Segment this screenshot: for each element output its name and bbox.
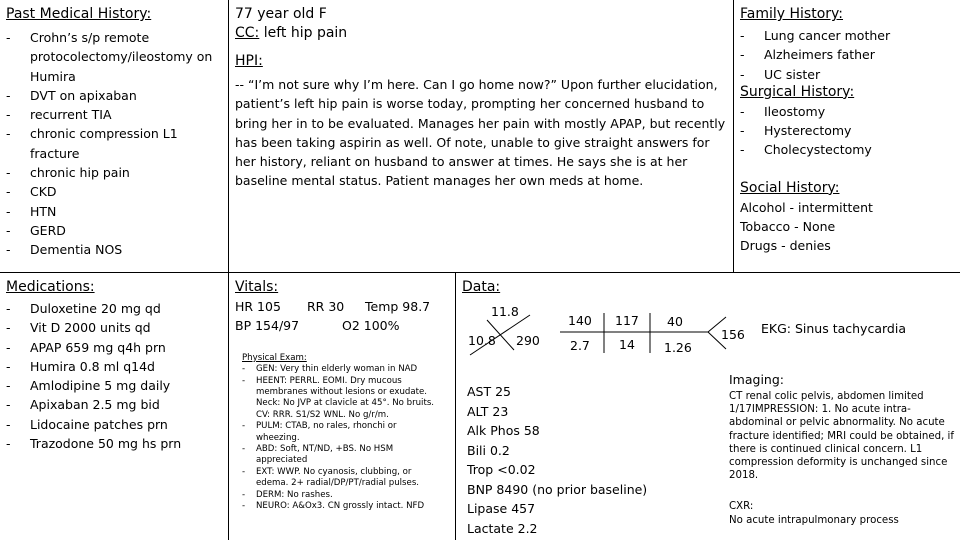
cbc-wbc: 10.8	[468, 333, 496, 348]
cbc-hgb: 11.8	[491, 304, 519, 319]
imaging-cxr: No acute intrapulmonary process	[729, 514, 899, 526]
exam-item: - HEENT: PERRL. EOMI. Dry mucous membranes without lesions or exudate. Neck: No JVP at clavicle at 45°. No bruits. CV: RRR. S1/S2 WNL. No g/r/m.	[242, 376, 442, 422]
lab-item: Trop <0.02	[467, 462, 536, 477]
hpi-title: HPI:	[235, 53, 263, 69]
bmp-k: 2.7	[570, 338, 590, 353]
divider-h1	[0, 272, 960, 273]
med-item: - Duloxetine 20 mg qd	[6, 299, 220, 318]
vital-hr: HR 105	[235, 299, 281, 314]
med-item: - Lidocaine patches prn	[6, 415, 220, 434]
history-section	[740, 6, 955, 256]
cbc-plt: 290	[516, 333, 540, 348]
social-list	[740, 198, 955, 256]
meds-title: Medications:	[6, 279, 95, 295]
bmp-cr: 1.26	[664, 340, 692, 355]
labs-list	[467, 382, 707, 538]
lab-item: Alk Phos 58	[467, 423, 540, 438]
hpi-text: -- “I’m not sure why I’m here. Can I go home now?” Upon further elucidation, patient’s left hip pain is worse today, prompting her concerned husband to bring her in to be evaluated. Manages her pain with mostly APAP, but recently has been taking aspirin as well. Of note, unable to give straight answers for her history, reliant on husband to answer at times. He says she is at her baseline mental status. Patient manages her own meds at home.	[235, 77, 726, 189]
social-item: Drugs - denies	[740, 238, 831, 254]
bmp-bun: 40	[667, 314, 683, 329]
exam-item: - PULM: CTAB, no rales, rhonchi or wheezing.	[242, 421, 442, 444]
exam-section	[242, 353, 442, 512]
exam-item: - NEURO: A&Ox3. CN grossly intact. NFD	[242, 501, 442, 512]
lab-item: BNP 8490 (no prior baseline)	[467, 481, 648, 497]
bmp-glu: 156	[721, 327, 745, 342]
family-list	[740, 26, 955, 84]
pmh-item: - DVT on apixaban	[6, 86, 220, 105]
ekg-result: EKG: Sinus tachycardia	[761, 321, 906, 336]
med-item: - Humira 0.8 ml q14d	[6, 357, 220, 376]
data-title: Data:	[462, 279, 501, 295]
pmh-item: - Crohn’s s/p remote protocolectomy/ileostomy on Humira	[6, 28, 220, 86]
vital-o2: O2 100%	[342, 318, 400, 333]
pmh-section	[6, 6, 220, 260]
cc-text: left hip pain	[259, 25, 348, 41]
pmh-item: - GERD	[6, 221, 220, 240]
exam-list	[242, 364, 442, 512]
exam-item: - EXT: WWP. No cyanosis, clubbing, or edema. 2+ radial/DP/PT/radial pulses.	[242, 467, 442, 490]
pmh-item: - CKD	[6, 182, 220, 201]
vitals-title: Vitals:	[235, 279, 279, 295]
exam-title: Physical Exam:	[242, 353, 307, 363]
cc-label: CC:	[235, 25, 260, 41]
vital-bp: BP 154/97	[235, 318, 300, 333]
imaging-section	[729, 372, 955, 527]
exam-item: - DERM: No rashes.	[242, 490, 442, 501]
med-item: - Amlodipine 5 mg daily	[6, 376, 220, 395]
family-item: - UC sister	[740, 65, 955, 84]
surgical-item: - Ileostomy	[740, 102, 955, 121]
pmh-item: - Dementia NOS	[6, 240, 220, 259]
meds-section	[6, 279, 220, 453]
lab-item: Bili 0.2	[467, 442, 510, 458]
vital-temp: Temp 98.7	[365, 299, 431, 314]
divider-v1	[228, 0, 229, 540]
social-title: Social History:	[740, 179, 840, 196]
imaging-title: Imaging:	[729, 372, 784, 387]
med-item: - APAP 659 mg q4h prn	[6, 338, 220, 357]
bmp-hco3: 14	[619, 337, 635, 352]
meds-list	[6, 299, 220, 453]
pmh-item: - chronic compression L1 fracture	[6, 124, 220, 163]
divider-v2	[733, 0, 734, 272]
bmp-cl: 117	[615, 313, 639, 328]
pmh-list	[6, 28, 220, 260]
surgical-title: Surgical History:	[740, 83, 855, 100]
exam-item: - GEN: Very thin elderly woman in NAD	[242, 364, 442, 375]
med-item: - Vit D 2000 units qd	[6, 318, 220, 337]
social-item: Alcohol - intermittent	[740, 199, 873, 215]
patient-section	[235, 6, 730, 191]
vitals-section	[235, 279, 450, 339]
surgical-item: - Cholecystectomy	[740, 140, 955, 159]
pmh-item: - HTN	[6, 202, 220, 221]
divider-v3	[455, 272, 456, 540]
med-item: - Apixaban 2.5 mg bid	[6, 395, 220, 414]
vital-rr: RR 30	[307, 299, 345, 314]
family-item: - Lung cancer mother	[740, 26, 955, 45]
surgical-list	[740, 102, 955, 160]
imaging-cxr-label: CXR:	[729, 501, 754, 513]
pmh-title: Past Medical History:	[6, 6, 152, 22]
lab-item: AST 25	[467, 384, 512, 399]
family-title: Family History:	[740, 6, 844, 22]
med-item: - Trazodone 50 mg hs prn	[6, 434, 220, 453]
lab-item: ALT 23	[467, 403, 509, 419]
lab-item: Lactate 2.2	[467, 520, 538, 536]
pmh-item: - chronic hip pain	[6, 163, 220, 182]
bmp-na: 140	[568, 313, 592, 328]
surgical-item: - Hysterectomy	[740, 121, 955, 140]
social-item: Tobacco - None	[740, 219, 836, 235]
imaging-ct: CT renal colic pelvis, abdomen limited 1/17IMPRESSION: 1. No acute intra-abdominal or pelvic abnormality. No acute fracture identified; MRI could be obtained, if there is continued clinical concern. L1 compression deformity is unchanged since 2018.	[729, 391, 954, 482]
exam-item: - ABD: Soft, NT/ND, +BS. No HSM appreciated	[242, 444, 442, 467]
age-sex: 77 year old F	[235, 6, 327, 22]
chief-complaint	[235, 25, 730, 41]
pmh-item: - recurrent TIA	[6, 105, 220, 124]
family-item: - Alzheimers father	[740, 45, 955, 64]
lab-item: Lipase 457	[467, 501, 536, 516]
